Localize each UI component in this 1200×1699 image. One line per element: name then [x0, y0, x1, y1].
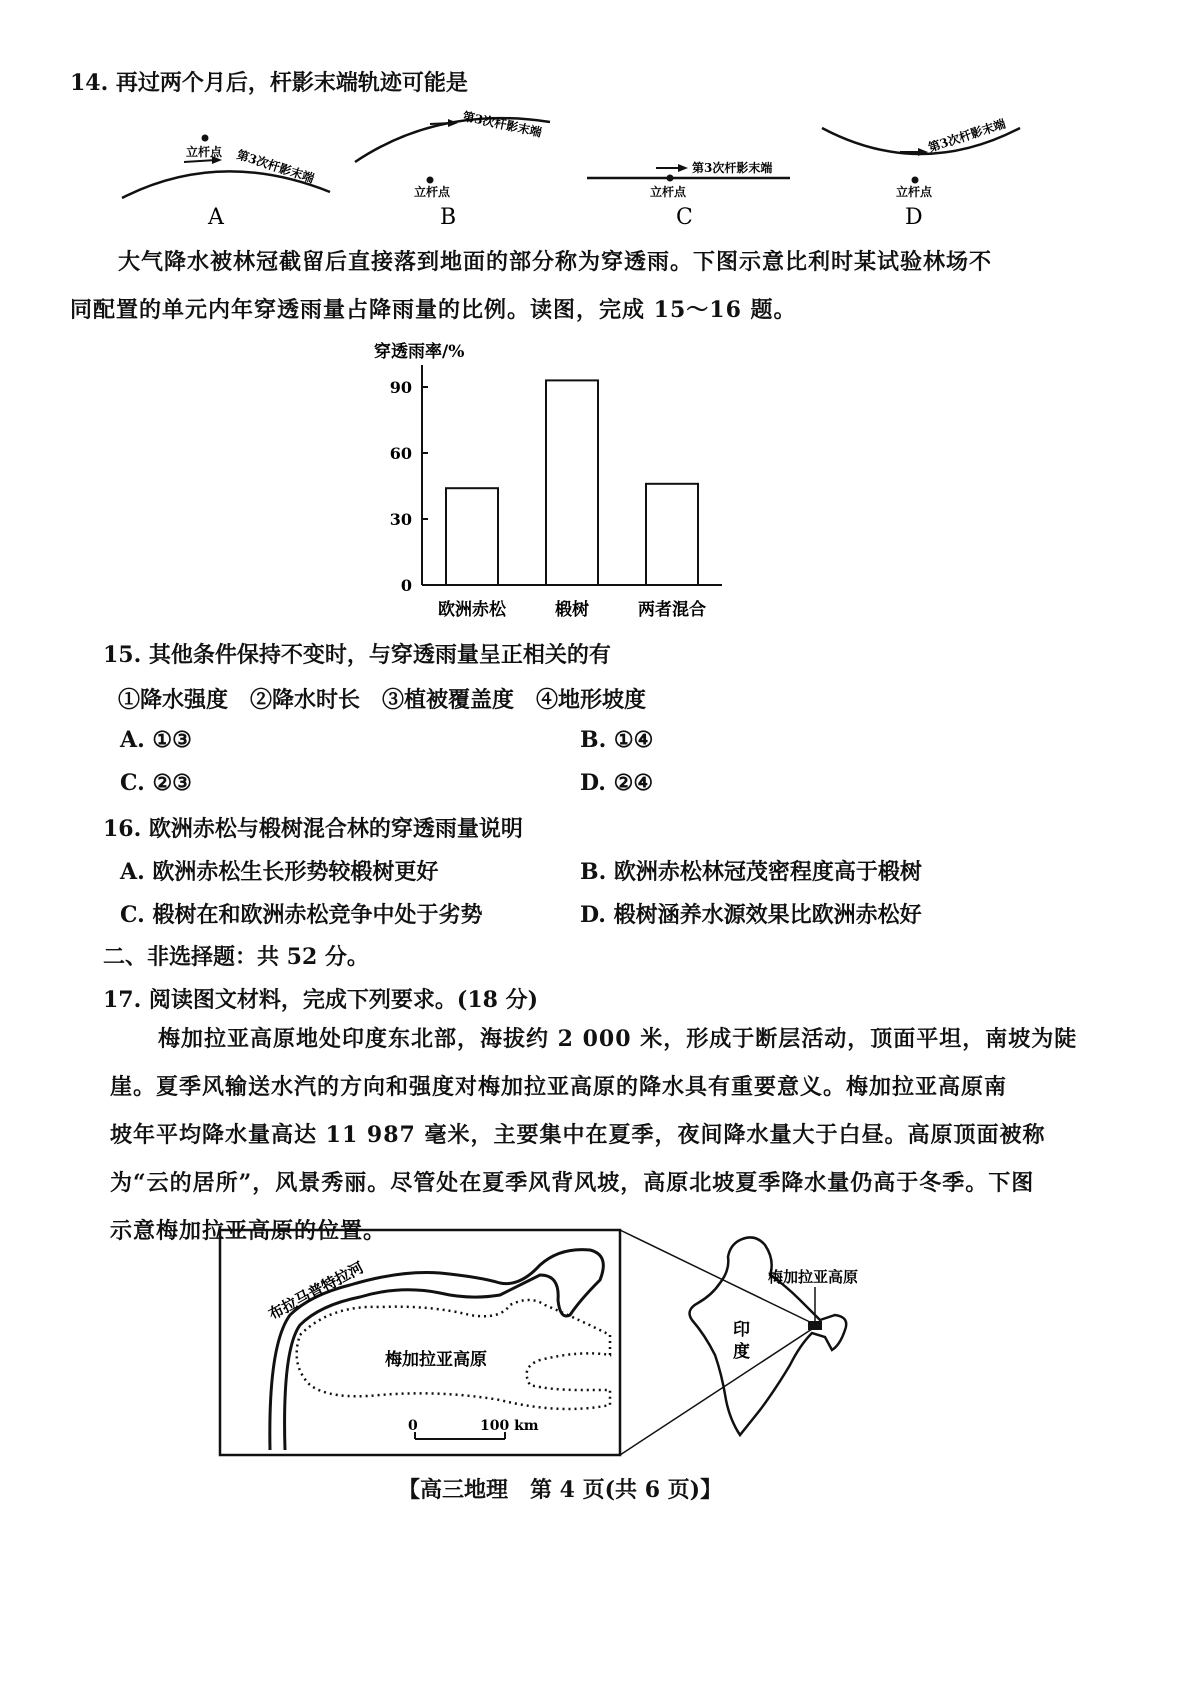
q15-option-d[interactable]: D. ②④ — [580, 770, 654, 796]
q14-stem: 14. 再过两个月后，杆影末端轨迹可能是 — [70, 70, 468, 96]
option-a-label: A — [208, 205, 224, 230]
option-b-label: B — [440, 205, 457, 230]
shadow-label-b: 第3次杆影末端 — [461, 109, 543, 140]
pole-point-d — [912, 177, 919, 184]
q15-items: ①降水强度 ②降水时长 ③植被覆盖度 ④地形坡度 — [118, 687, 647, 713]
pole-label-b: 立杆点 — [414, 185, 451, 199]
q17-stem: 17. 阅读图文材料，完成下列要求。(18 分) — [103, 987, 539, 1013]
pole-point-a — [202, 135, 209, 142]
inset-plateau-marker — [808, 1321, 822, 1330]
chart-bar — [446, 488, 498, 585]
pole-point-c — [667, 175, 674, 182]
pole-label-a: 立杆点 — [186, 145, 223, 159]
india-label-2: 度 — [733, 1342, 750, 1362]
q14-diagrams — [100, 100, 1100, 230]
pole-label-c: 立杆点 — [650, 185, 687, 199]
chart-y-tick-label: 0 — [400, 576, 412, 595]
chart-categories — [438, 599, 706, 620]
chart-category-label: 欧洲赤松 — [438, 600, 506, 620]
shadow-label-c: 第3次杆影末端 — [692, 161, 773, 175]
intro-line-1: 大气降水被林冠截留后直接落到地面的部分称为穿透雨。下图示意比利时某试验林场不 — [118, 249, 993, 275]
q16-option-c[interactable]: C. 椴树在和欧洲赤松竞争中处于劣势 — [120, 902, 483, 928]
chart-bar — [546, 380, 598, 585]
chart-bars — [446, 380, 698, 585]
intro-line-2: 同配置的单元内年穿透雨量占降雨量的比例。读图，完成 15～16 题。 — [70, 297, 797, 323]
option-d-label: D — [905, 205, 923, 230]
q17-line-5: 示意梅加拉亚高原的位置。 — [110, 1218, 387, 1244]
chart-bar — [646, 484, 698, 585]
shadow-label-a: 第3次杆影末端 — [235, 147, 316, 186]
q15-stem: 15. 其他条件保持不变时，与穿透雨量呈正相关的有 — [103, 642, 611, 668]
pole-label-d: 立杆点 — [896, 185, 933, 199]
q14-diagram-d — [822, 116, 1020, 230]
q17-line-3: 坡年平均降水量高达 11 987 毫米，主要集中在夏季，夜间降水量大于白昼。高原顶面被称 — [110, 1122, 1046, 1148]
section-2-heading: 二、非选择题：共 52 分。 — [103, 944, 369, 970]
q16-option-b[interactable]: B. 欧洲赤松林冠茂密程度高于椴树 — [580, 859, 922, 885]
page-footer: 【高三地理 第 4 页(共 6 页)】 — [398, 1477, 723, 1503]
india-label-1: 印 — [733, 1320, 750, 1340]
q15-option-a[interactable]: A. ①③ — [120, 727, 192, 753]
q16-option-a[interactable]: A. 欧洲赤松生长形势较椴树更好 — [120, 859, 439, 885]
q14-diagram-b — [355, 108, 550, 230]
q14-diagram-c — [587, 160, 790, 230]
shadow-label-d: 第3次杆影末端 — [926, 116, 1008, 155]
meghalaya-map — [200, 1225, 900, 1465]
q17-line-2: 崖。夏季风输送水汽的方向和强度对梅加拉亚高原的降水具有重要意义。梅加拉亚高原南 — [110, 1074, 1008, 1100]
chart-y-tick-label: 30 — [389, 510, 412, 529]
pole-point-b — [427, 177, 434, 184]
chart-y-tick-label: 60 — [389, 444, 412, 463]
q17-line-1: 梅加拉亚高原地处印度东北部，海拔约 2 000 米，形成于断层活动，顶面平坦，南坡为陡 — [158, 1026, 1078, 1052]
scale-zero: 0 — [408, 1418, 418, 1434]
river-label: 布拉马普特拉河 — [265, 1258, 367, 1324]
chart-y-tick-label: 90 — [389, 378, 412, 397]
chart-category-label: 两者混合 — [638, 600, 706, 620]
inset-plateau-label: 梅加拉亚高原 — [768, 1268, 859, 1286]
plateau-label: 梅加拉亚高原 — [385, 1350, 487, 1370]
option-c-label: C — [676, 205, 693, 230]
q14-diagram-a — [122, 135, 330, 231]
q17-line-4: 为“云的居所”，风景秀丽。尽管处在夏季风背风坡，高原北坡夏季降水量仍高于冬季。下图 — [110, 1170, 1035, 1196]
q15-option-c[interactable]: C. ②③ — [120, 770, 192, 796]
q16-stem: 16. 欧洲赤松与椴树混合林的穿透雨量说明 — [103, 816, 523, 842]
connector-bottom — [620, 1329, 812, 1455]
throughfall-chart — [360, 335, 760, 635]
scale-km: 100 km — [480, 1418, 539, 1434]
q15-option-b[interactable]: B. ①④ — [580, 727, 654, 753]
chart-category-label: 椴树 — [555, 600, 589, 620]
map-frame — [220, 1230, 620, 1455]
chart-y-axis-label: 穿透雨率/% — [374, 342, 465, 362]
q16-option-d[interactable]: D. 椴树涵养水源效果比欧洲赤松好 — [580, 902, 922, 928]
